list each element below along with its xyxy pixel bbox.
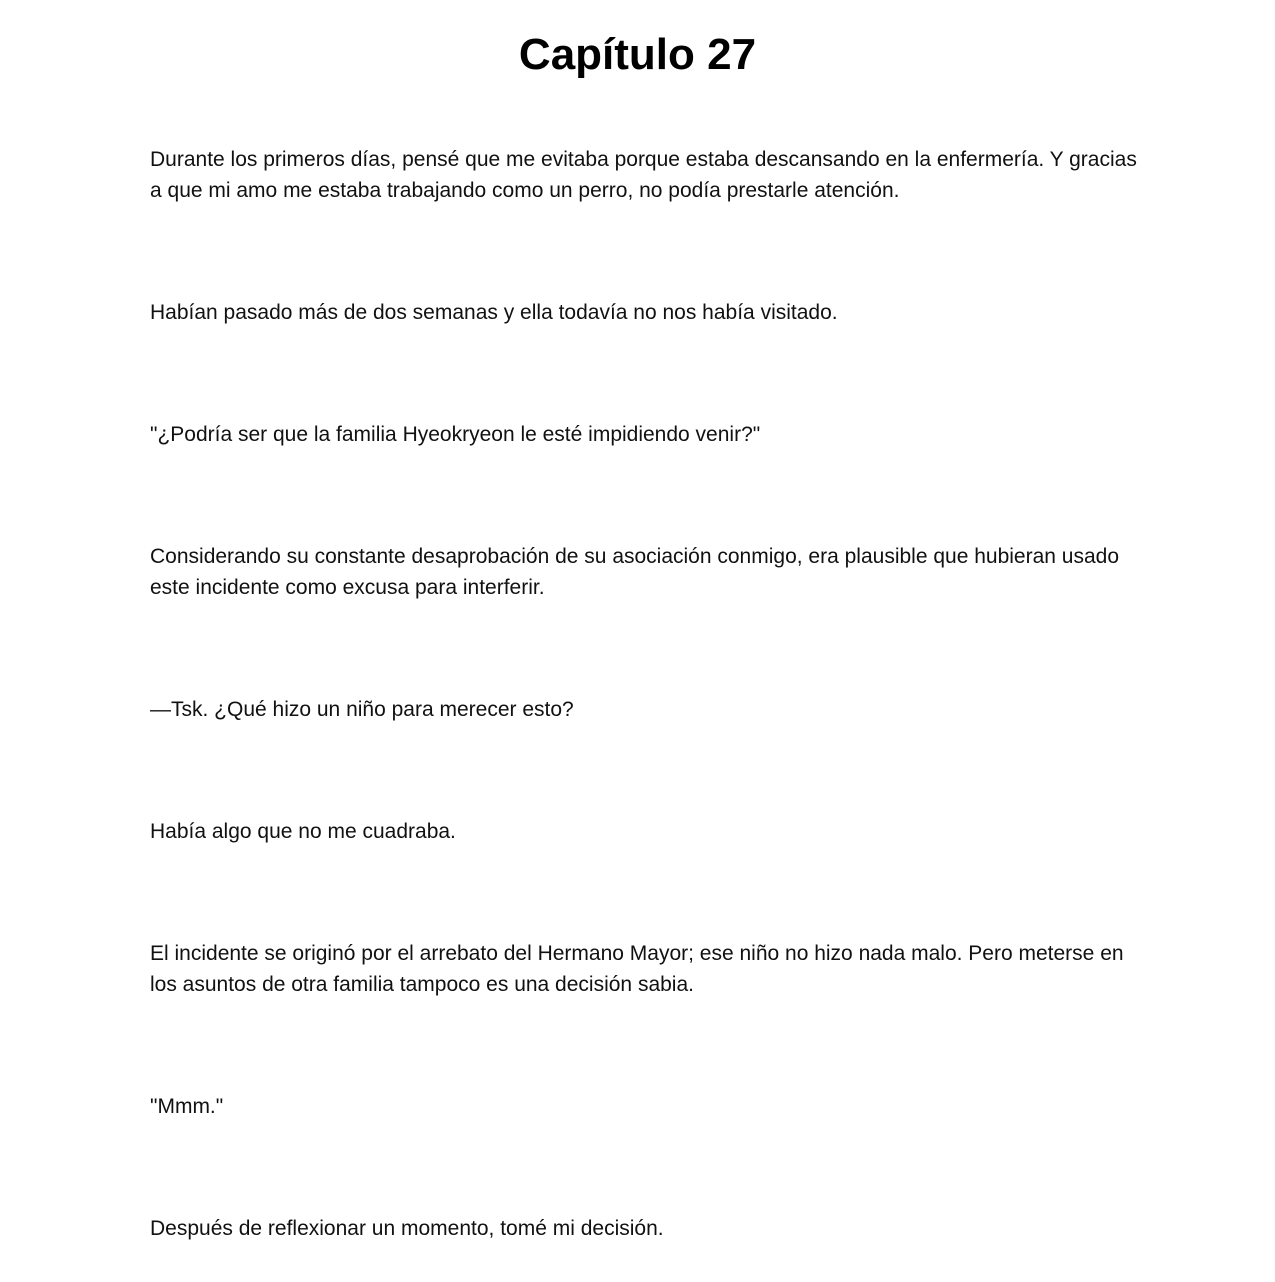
paragraph-4: Considerando su constante desaprobación de su asociación conmigo, era plausible que hubieran usado este incidente como excusa para interferir. [150, 545, 1119, 599]
paragraph-2: Habían pasado más de dos semanas y ella todavía no nos había visitado. [150, 301, 838, 324]
paragraph-1: Durante los primeros días, pensé que me evitaba porque estaba descansando en la enfermería. Y gracias a que mi amo me estaba trabajando como un perro, no podía prestarle atención. [150, 148, 1137, 202]
paragraph-5: —Tsk. ¿Qué hizo un niño para merecer esto? [150, 698, 574, 721]
paragraph-6: Había algo que no me cuadraba. [150, 820, 456, 843]
paragraph-3: "¿Podría ser que la familia Hyeokryeon le esté impidiendo venir?" [150, 423, 761, 446]
paragraph-7: El incidente se originó por el arrebato del Hermano Mayor; ese niño no hizo nada malo. Pero meterse en los asuntos de otra familia tampoco es una decisión sabia. [150, 942, 1124, 996]
chapter-title: Capítulo 27 [518, 30, 757, 79]
paragraph-8: "Mmm." [150, 1095, 224, 1118]
paragraph-9: Después de reflexionar un momento, tomé mi decisión. [150, 1217, 664, 1240]
